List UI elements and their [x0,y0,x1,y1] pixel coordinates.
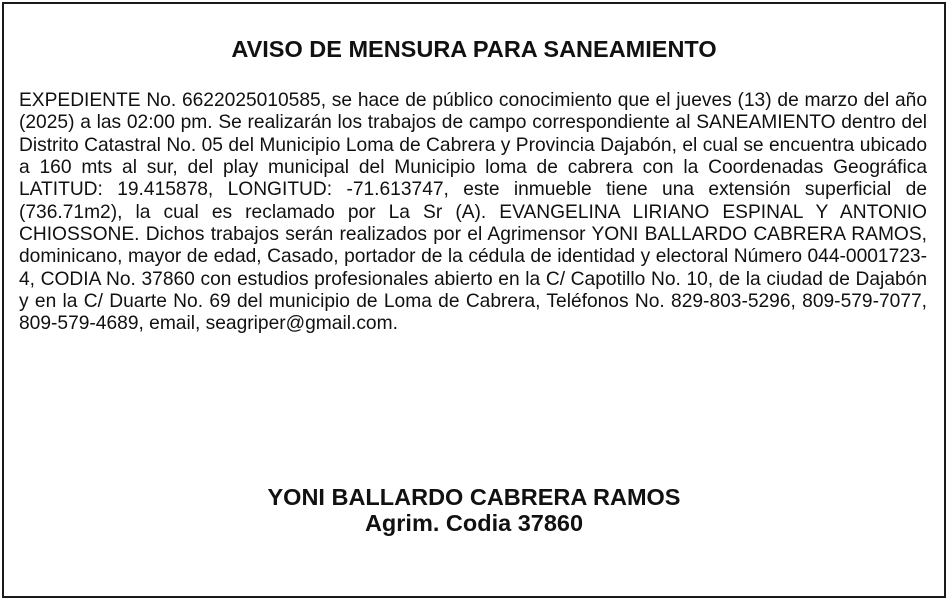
signature-block [4,484,944,536]
signature-name: YONI BALLARDO CABRERA RAMOS [267,484,681,510]
notice-body: EXPEDIENTE No. 6622025010585, se hace de público conocimiento que el jueves (13) de marzo del año (2025) a las 02:00 pm. Se realizarán los trabajos de campo correspondiente al SANEAMIENTO dentro del Distrito Catastral No. 05 del Municipio Loma de Cabrera y Provincia Dajabón, el cual se encuentra ubicado a 160 mts al sur, del play municipal del Municipio loma de cabrera con la Coordenadas Geográfica LATITUD: 19.415878, LONGITUD: -71.613747, este inmueble tiene una extensión superficial de (736.71m2), la cual es reclamado por La Sr (A). EVANGELINA LIRIANO ESPINAL Y ANTONIO CHIOSSONE. Dichos trabajos serán realizados por el Agrimensor YONI BALLARDO CABRERA RAMOS, dominicano, mayor de edad, Casado, portador de la cédula de identidad y electoral Número 044-0001723-4, CODIA No. 37860 con estudios profesionales abierto en la C/ Capotillo No. 10, de la ciudad de Dajabón y en la C/ Duarte No. 69 del municipio de Loma de Cabrera, Teléfonos No. 829-803-5296, 809-579-7077, 809-579-4689, email, seagriper@gmail.com. [19,90,927,335]
notice-frame [2,2,946,598]
signature-credential: Agrim. Codia 37860 [364,510,584,536]
notice-title: AVISO DE MENSURA PARA SANEAMIENTO [231,36,717,62]
